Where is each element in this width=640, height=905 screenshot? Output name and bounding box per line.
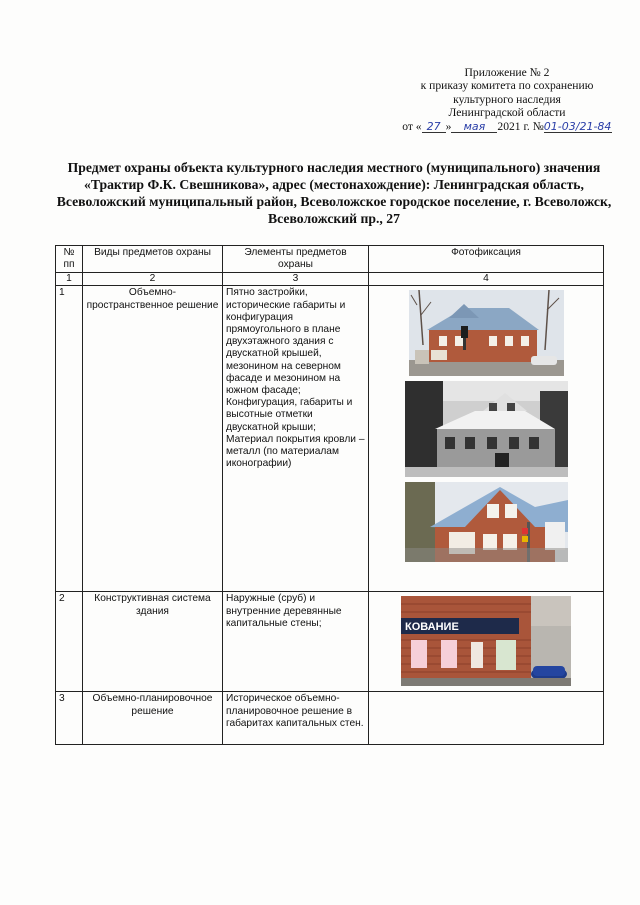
photo-log-wall-shopfront [401,596,571,686]
row-elements: Историческое объемно-планировочное решение в габаритах капитальных стен. [223,692,369,745]
document-title: Предмет охраны объекта культурного наследия местного (муниципального) значения «Трактир Ф.К. Свешникова», адрес (местонахождение): Ленинградская область, Всеволожский муниципальный район, Всеволожское городское поселение, г. Всеволожск, Всеволожский пр., 27 [56,160,612,226]
appendix-number: Приложение № 2 [464,66,550,79]
row-type: Конструктивная система здания [83,592,223,692]
protection-table [55,245,604,745]
row-type: Объемно-планировочное решение [83,692,223,745]
table-row [56,286,604,592]
photo-building-mezzanine [405,482,568,562]
row-type: Объемно-пространственное решение [83,286,223,592]
table-header-row [56,246,604,273]
order-day: 27 [422,121,446,133]
order-date-line: от « 27 » мая 2021 г. №01-03/21-84 [402,119,612,133]
order-month: мая [451,121,497,133]
col-number: 3 [223,273,369,286]
col-number: 4 [369,273,604,286]
appendix-header [384,66,630,133]
photo-cell [369,692,604,745]
row-elements: Наружные (сруб) и внутренние деревянные капитальные стены; [223,592,369,692]
appendix-region: Ленинградской области [448,106,566,120]
header-num: № пп [56,246,83,273]
photo-building-street [409,290,564,376]
header-elements: Элементы предметов охраны [223,246,369,273]
header-photo: Фотофиксация [369,246,604,273]
row-num: 1 [56,286,83,592]
photo-cell [369,286,604,592]
table-row [56,692,604,745]
col-number: 1 [56,273,83,286]
photo-building-historical [405,381,568,477]
table-row [56,592,604,692]
photo-cell [369,592,604,692]
order-number: 01-03/21-84 [543,119,612,133]
shop-sign-text: КОВАНИЕ [405,621,459,634]
row-elements: Пятно застройки, исторические габариты и конфигурация прямоугольного в плане двухэтажного здания с двускатной крышей, мезонином на северном фасаде и мезонином на южном фасаде; Конфигурация, габариты и высотные отметки двускатной крыши; Материал покрытия кровли – металл (по материалам иконографии) [223,286,369,592]
row-num: 3 [56,692,83,745]
appendix-committee: культурного наследия [453,92,561,106]
appendix-order-ref: к приказу комитета по сохранению [420,79,594,93]
row-num: 2 [56,592,83,692]
header-type: Виды предметов охраны [83,246,223,273]
column-number-row [56,273,604,286]
col-number: 2 [83,273,223,286]
